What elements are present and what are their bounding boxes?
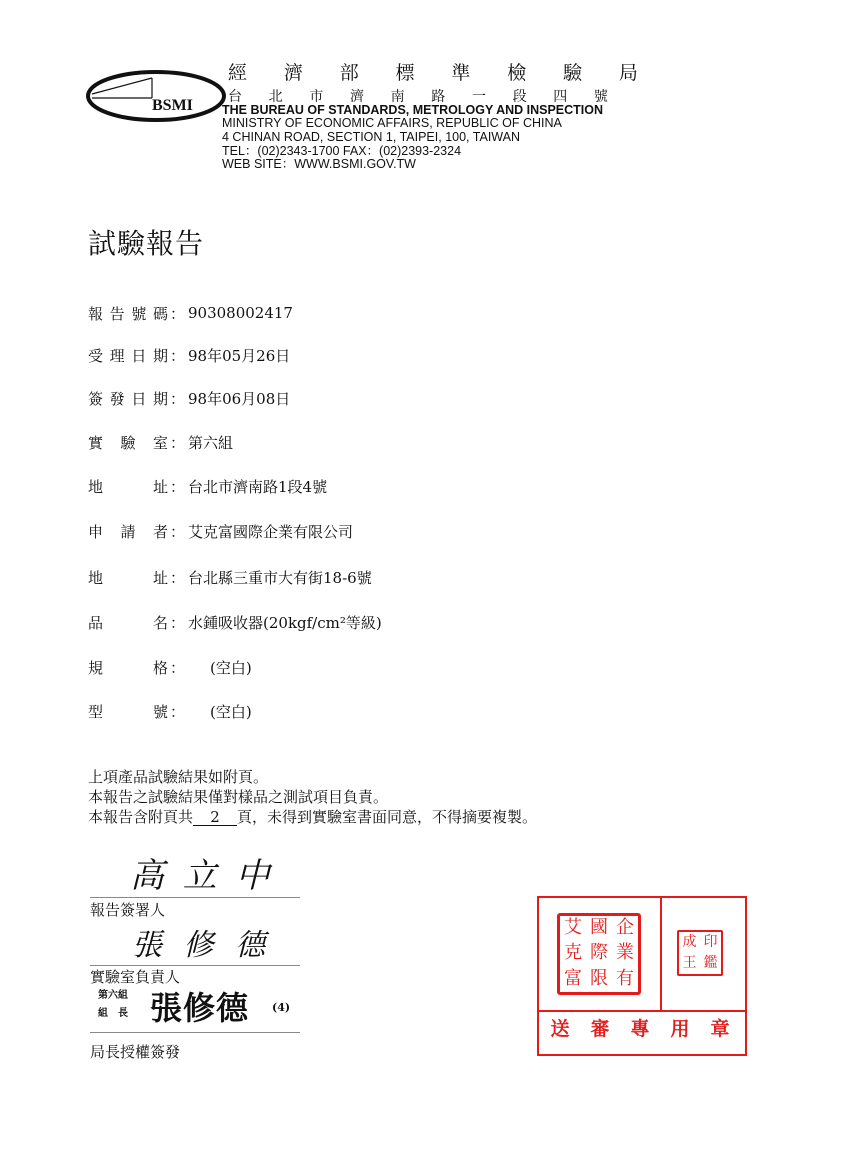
agency-address-cn: 台 北 市 濟 南 路 一 段 四 號: [228, 89, 608, 105]
field-label: 申 請 者: [88, 522, 168, 541]
stamp-label: 送 審 專 用 章: [550, 1018, 730, 1040]
field-lab-address: 地 址 ： 台北市濟南路1段4號: [88, 477, 328, 496]
page-count: 2: [193, 809, 237, 826]
field-value: 98年06月08日: [188, 389, 291, 408]
agency-name-cn: 經 濟 部 標 準 檢 驗 局: [228, 62, 638, 84]
stamp-divider: [537, 1010, 745, 1012]
agency-website: WEB SITE：WWW.BSMI.GOV.TW: [222, 157, 416, 171]
field-value: 第六組: [188, 433, 234, 452]
field-label: 型 號: [88, 702, 168, 721]
field-label: 品 名: [88, 613, 168, 632]
field-applicant-address: 地 址 ： 台北縣三重市大有街18-6號: [88, 568, 372, 587]
company-seal: 艾 國 企 克 際 業 富 限 有: [557, 913, 641, 995]
note-line-2: 本報告之試驗結果僅對樣品之測試項目負責。: [88, 788, 389, 806]
field-label: 地 址: [88, 568, 168, 587]
ministry-name-en: MINISTRY OF ECONOMIC AFFAIRS, REPUBLIC OF CHINA: [222, 116, 562, 130]
field-report-number: 報 告 號 碼 ： 90308002417: [88, 304, 293, 323]
agency-contact: TEL：(02)2343-1700 FAX：(02)2393-2324: [222, 144, 462, 158]
field-value: 艾克富國際企業有限公司: [188, 522, 354, 541]
field-value: 水鍾吸收器(20kgf/cm²等級): [188, 613, 382, 632]
field-laboratory: 實 驗 室 ： 第六組: [88, 433, 234, 452]
field-label: 受 理 日 期: [88, 346, 168, 365]
field-label: 簽 發 日 期: [88, 389, 168, 408]
field-label: 地 址: [88, 477, 168, 496]
field-received-date: 受 理 日 期 ： 98年05月26日: [88, 346, 291, 365]
agency-address-en: 4 CHINAN ROAD, SECTION 1, TAIPEI, 100, TAIWAN: [222, 130, 520, 144]
field-model: 型 號 ： (空白): [88, 702, 252, 721]
name-stamp-suffix: (4): [272, 1001, 291, 1014]
field-applicant: 申 請 者 ： 艾克富國際企業有限公司: [88, 522, 354, 541]
field-product-name: 品 名 ： 水鍾吸收器(20kgf/cm²等級): [88, 613, 382, 632]
signature-line: [90, 897, 300, 898]
field-value: 90308002417: [188, 304, 293, 322]
field-value: 98年05月26日: [188, 346, 291, 365]
field-value: 台北縣三重市大有街18-6號: [188, 568, 372, 587]
field-value: 台北市濟南路1段4號: [188, 477, 328, 496]
lab-head-caption: 實驗室負責人: [90, 968, 181, 986]
signature-line: [90, 1032, 300, 1033]
field-issue-date: 簽 發 日 期 ： 98年06月08日: [88, 389, 291, 408]
stamp-divider: [660, 896, 662, 1010]
note-line-3: 本報告含附頁共 2 頁，未得到實驗室書面同意，不得摘要複製。: [88, 808, 538, 826]
field-value: (空白): [210, 658, 252, 677]
name-stamp: 張修德: [150, 989, 250, 1027]
field-label: 規 格: [88, 658, 168, 677]
personal-seal: 成 印 王 鑑: [677, 930, 723, 976]
field-specification: 規 格 ： (空白): [88, 658, 252, 677]
page-title: 試驗報告: [88, 227, 205, 260]
authorization-caption: 局長授權簽發: [90, 1043, 181, 1061]
field-label: 實 驗 室: [88, 433, 168, 452]
bsmi-logo: [86, 66, 228, 126]
field-value: (空白): [210, 702, 252, 721]
field-label: 報 告 號 碼: [88, 304, 168, 323]
note-line-1: 上項產品試驗結果如附頁。: [88, 768, 269, 786]
name-stamp-prefix: 第六組 組 長: [98, 990, 128, 1019]
svg-text:BSMI: BSMI: [152, 97, 193, 114]
signature-lab-head: 張 修 德: [132, 928, 272, 963]
agency-name-en: THE BUREAU OF STANDARDS, METROLOGY AND INSPECTION: [222, 103, 604, 117]
signer-caption: 報告簽署人: [90, 901, 166, 919]
signature-report-signer: 高 立 中: [130, 856, 274, 896]
